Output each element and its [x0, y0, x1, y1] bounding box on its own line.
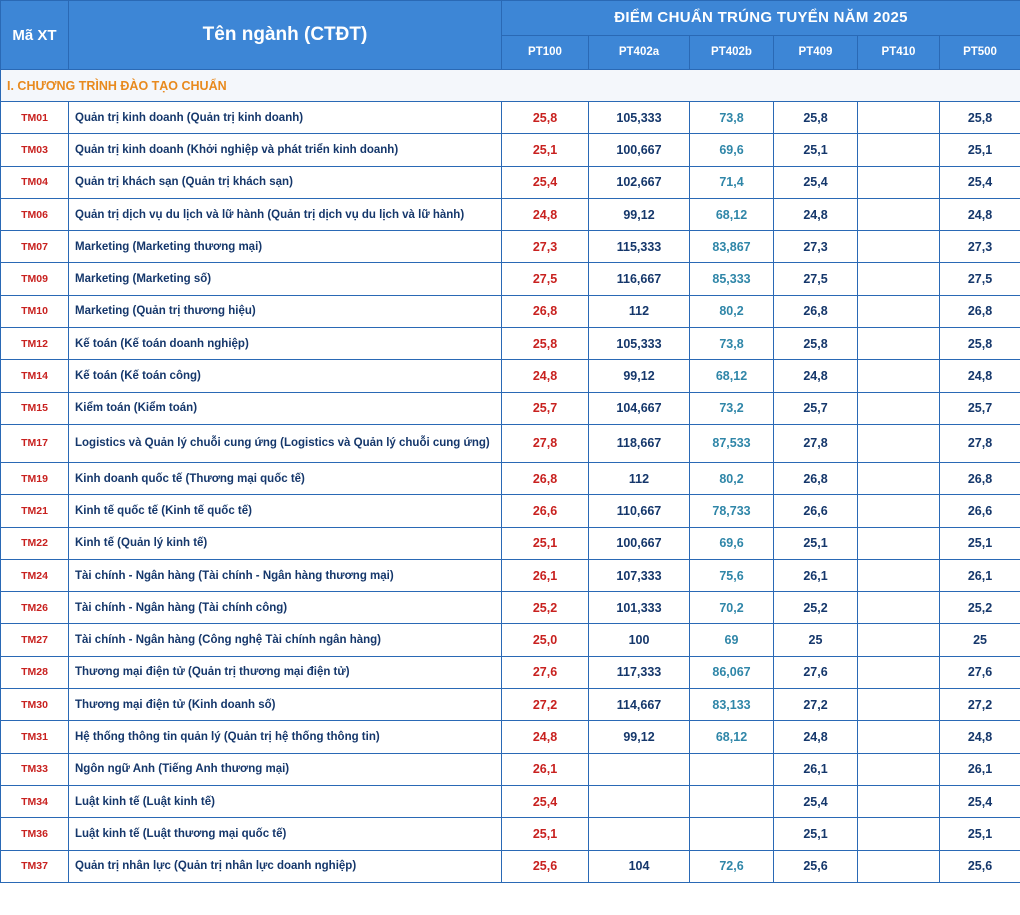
pt409-cell: 25,4 [774, 166, 858, 198]
pt500-cell: 25,6 [940, 850, 1020, 882]
pt100-cell: 25,6 [502, 850, 589, 882]
pt100-cell: 27,5 [502, 263, 589, 295]
pt402b-cell: 80,2 [690, 462, 774, 494]
header-pt100: PT100 [502, 35, 589, 70]
pt409-cell: 26,1 [774, 559, 858, 591]
pt100-cell: 25,0 [502, 624, 589, 656]
pt410-cell [858, 592, 940, 624]
pt410-cell [858, 624, 940, 656]
pt409-cell: 25,8 [774, 328, 858, 360]
pt410-cell [858, 753, 940, 785]
pt100-cell: 27,8 [502, 424, 589, 462]
table-row [1, 850, 1020, 882]
code-cell: TM15 [1, 392, 69, 424]
pt402b-cell: 85,333 [690, 263, 774, 295]
pt402a-cell: 112 [589, 295, 690, 327]
pt409-cell: 25 [774, 624, 858, 656]
pt410-cell [858, 721, 940, 753]
code-cell: TM04 [1, 166, 69, 198]
section-row [1, 70, 1020, 102]
program-name-cell: Kinh doanh quốc tế (Thương mại quốc tế) [69, 462, 502, 494]
pt402b-cell: 72,6 [690, 850, 774, 882]
pt409-cell: 25,6 [774, 850, 858, 882]
table-row [1, 527, 1020, 559]
table-header [1, 1, 1020, 70]
program-name-cell: Logistics và Quản lý chuỗi cung ứng (Logistics và Quản lý chuỗi cung ứng) [69, 424, 502, 462]
pt500-cell: 24,8 [940, 721, 1020, 753]
pt410-cell [858, 295, 940, 327]
table-row [1, 328, 1020, 360]
pt410-cell [858, 263, 940, 295]
pt402b-cell: 68,12 [690, 721, 774, 753]
table-row [1, 721, 1020, 753]
table-row [1, 134, 1020, 166]
program-name-cell: Kinh tế quốc tế (Kinh tế quốc tế) [69, 495, 502, 527]
table-row [1, 102, 1020, 134]
table-row [1, 495, 1020, 527]
pt402b-cell [690, 785, 774, 817]
pt409-cell: 27,8 [774, 424, 858, 462]
table-row [1, 166, 1020, 198]
code-cell: TM07 [1, 231, 69, 263]
pt500-cell: 26,6 [940, 495, 1020, 527]
pt402b-cell: 83,133 [690, 689, 774, 721]
pt100-cell: 25,8 [502, 328, 589, 360]
table-row [1, 656, 1020, 688]
pt100-cell: 25,8 [502, 102, 589, 134]
code-cell: TM12 [1, 328, 69, 360]
pt500-cell: 24,8 [940, 198, 1020, 230]
pt402a-cell: 104,667 [589, 392, 690, 424]
program-name-cell: Marketing (Marketing thương mại) [69, 231, 502, 263]
table-row [1, 753, 1020, 785]
pt100-cell: 26,1 [502, 559, 589, 591]
pt100-cell: 25,2 [502, 592, 589, 624]
pt402a-cell: 102,667 [589, 166, 690, 198]
code-cell: TM22 [1, 527, 69, 559]
pt100-cell: 26,8 [502, 295, 589, 327]
pt410-cell [858, 495, 940, 527]
program-name-cell: Quản trị kinh doanh (Quản trị kinh doanh) [69, 102, 502, 134]
table-row [1, 785, 1020, 817]
program-name-cell: Tài chính - Ngân hàng (Tài chính công) [69, 592, 502, 624]
pt500-cell: 25,7 [940, 392, 1020, 424]
pt410-cell [858, 785, 940, 817]
pt410-cell [858, 462, 940, 494]
pt402a-cell: 110,667 [589, 495, 690, 527]
code-cell: TM37 [1, 850, 69, 882]
pt402a-cell: 107,333 [589, 559, 690, 591]
pt500-cell: 25,1 [940, 527, 1020, 559]
pt409-cell: 27,2 [774, 689, 858, 721]
pt402b-cell: 69 [690, 624, 774, 656]
code-cell: TM36 [1, 818, 69, 850]
code-cell: TM19 [1, 462, 69, 494]
code-cell: TM26 [1, 592, 69, 624]
pt402a-cell [589, 753, 690, 785]
table-row [1, 689, 1020, 721]
table-row [1, 462, 1020, 494]
program-name-cell: Thương mại điện tử (Quản trị thương mại điện tử) [69, 656, 502, 688]
pt409-cell: 26,8 [774, 462, 858, 494]
pt100-cell: 25,4 [502, 166, 589, 198]
pt402b-cell: 69,6 [690, 527, 774, 559]
section-title: I. CHƯƠNG TRÌNH ĐÀO TẠO CHUẨN [1, 70, 1020, 102]
pt402a-cell: 114,667 [589, 689, 690, 721]
pt100-cell: 27,2 [502, 689, 589, 721]
table-row [1, 360, 1020, 392]
pt100-cell: 25,4 [502, 785, 589, 817]
pt500-cell: 25,8 [940, 102, 1020, 134]
pt100-cell: 25,1 [502, 134, 589, 166]
program-name-cell: Tài chính - Ngân hàng (Tài chính - Ngân hàng thương mại) [69, 559, 502, 591]
pt402b-cell: 68,12 [690, 198, 774, 230]
pt500-cell: 27,5 [940, 263, 1020, 295]
pt409-cell: 26,6 [774, 495, 858, 527]
pt100-cell: 24,8 [502, 198, 589, 230]
program-name-cell: Quản trị khách sạn (Quản trị khách sạn) [69, 166, 502, 198]
table-row [1, 592, 1020, 624]
pt410-cell [858, 360, 940, 392]
pt402a-cell [589, 785, 690, 817]
pt500-cell: 27,8 [940, 424, 1020, 462]
pt409-cell: 25,4 [774, 785, 858, 817]
code-cell: TM33 [1, 753, 69, 785]
pt500-cell: 26,1 [940, 559, 1020, 591]
pt100-cell: 25,1 [502, 527, 589, 559]
pt100-cell: 24,8 [502, 360, 589, 392]
table-row [1, 263, 1020, 295]
pt410-cell [858, 166, 940, 198]
pt402a-cell: 99,12 [589, 198, 690, 230]
table-row [1, 231, 1020, 263]
pt409-cell: 27,5 [774, 263, 858, 295]
code-cell: TM27 [1, 624, 69, 656]
table-row [1, 559, 1020, 591]
pt410-cell [858, 527, 940, 559]
pt402b-cell: 80,2 [690, 295, 774, 327]
pt402a-cell: 100 [589, 624, 690, 656]
pt402a-cell: 112 [589, 462, 690, 494]
pt402b-cell: 75,6 [690, 559, 774, 591]
pt100-cell: 26,8 [502, 462, 589, 494]
pt100-cell: 26,6 [502, 495, 589, 527]
program-name-cell: Kế toán (Kế toán công) [69, 360, 502, 392]
pt402b-cell: 86,067 [690, 656, 774, 688]
pt409-cell: 24,8 [774, 721, 858, 753]
code-cell: TM14 [1, 360, 69, 392]
pt100-cell: 26,1 [502, 753, 589, 785]
pt100-cell: 25,1 [502, 818, 589, 850]
table-row [1, 392, 1020, 424]
program-name-cell: Thương mại điện tử (Kinh doanh số) [69, 689, 502, 721]
pt402b-cell: 73,8 [690, 328, 774, 360]
program-name-cell: Luật kinh tế (Luật thương mại quốc tế) [69, 818, 502, 850]
code-cell: TM09 [1, 263, 69, 295]
pt409-cell: 25,8 [774, 102, 858, 134]
header-pt500: PT500 [940, 35, 1020, 70]
program-name-cell: Ngôn ngữ Anh (Tiếng Anh thương mại) [69, 753, 502, 785]
pt500-cell: 27,6 [940, 656, 1020, 688]
code-cell: TM06 [1, 198, 69, 230]
pt100-cell: 27,6 [502, 656, 589, 688]
pt500-cell: 25,4 [940, 166, 1020, 198]
pt500-cell: 25,2 [940, 592, 1020, 624]
program-name-cell: Marketing (Quản trị thương hiệu) [69, 295, 502, 327]
pt402b-cell [690, 818, 774, 850]
code-cell: TM24 [1, 559, 69, 591]
code-cell: TM28 [1, 656, 69, 688]
code-cell: TM21 [1, 495, 69, 527]
pt409-cell: 25,1 [774, 818, 858, 850]
header-pt409: PT409 [774, 35, 858, 70]
pt410-cell [858, 134, 940, 166]
program-name-cell: Luật kinh tế (Luật kinh tế) [69, 785, 502, 817]
program-name-cell: Hệ thống thông tin quản lý (Quản trị hệ thống thông tin) [69, 721, 502, 753]
pt409-cell: 26,8 [774, 295, 858, 327]
pt409-cell: 24,8 [774, 198, 858, 230]
pt409-cell: 25,7 [774, 392, 858, 424]
table-row [1, 818, 1020, 850]
pt410-cell [858, 198, 940, 230]
pt402b-cell: 71,4 [690, 166, 774, 198]
pt500-cell: 26,8 [940, 295, 1020, 327]
pt402b-cell: 78,733 [690, 495, 774, 527]
pt410-cell [858, 818, 940, 850]
code-cell: TM01 [1, 102, 69, 134]
table-row [1, 624, 1020, 656]
program-name-cell: Marketing (Marketing số) [69, 263, 502, 295]
code-cell: TM17 [1, 424, 69, 462]
code-cell: TM03 [1, 134, 69, 166]
pt402a-cell: 99,12 [589, 721, 690, 753]
pt402b-cell: 73,2 [690, 392, 774, 424]
pt402a-cell: 105,333 [589, 102, 690, 134]
pt410-cell [858, 424, 940, 462]
pt410-cell [858, 328, 940, 360]
pt500-cell: 26,1 [940, 753, 1020, 785]
pt500-cell: 27,3 [940, 231, 1020, 263]
pt500-cell: 25,4 [940, 785, 1020, 817]
pt402a-cell: 101,333 [589, 592, 690, 624]
pt402a-cell: 116,667 [589, 263, 690, 295]
table-row [1, 295, 1020, 327]
code-cell: TM31 [1, 721, 69, 753]
program-name-cell: Kinh tế (Quản lý kinh tế) [69, 527, 502, 559]
pt402a-cell: 100,667 [589, 134, 690, 166]
header-program-name: Tên ngành (CTĐT) [69, 1, 502, 70]
program-name-cell: Quản trị nhân lực (Quản trị nhân lực doanh nghiệp) [69, 850, 502, 882]
header-pt402a: PT402a [589, 35, 690, 70]
pt410-cell [858, 392, 940, 424]
table-row [1, 424, 1020, 462]
pt409-cell: 24,8 [774, 360, 858, 392]
pt410-cell [858, 559, 940, 591]
header-pt410: PT410 [858, 35, 940, 70]
pt409-cell: 27,3 [774, 231, 858, 263]
pt410-cell [858, 850, 940, 882]
program-name-cell: Quản trị dịch vụ du lịch và lữ hành (Quản trị dịch vụ du lịch và lữ hành) [69, 198, 502, 230]
table-row [1, 198, 1020, 230]
pt402a-cell [589, 818, 690, 850]
program-name-cell: Tài chính - Ngân hàng (Công nghệ Tài chính ngân hàng) [69, 624, 502, 656]
code-cell: TM10 [1, 295, 69, 327]
pt402a-cell: 104 [589, 850, 690, 882]
pt402b-cell: 73,8 [690, 102, 774, 134]
pt410-cell [858, 102, 940, 134]
pt409-cell: 25,2 [774, 592, 858, 624]
pt500-cell: 27,2 [940, 689, 1020, 721]
pt402b-cell: 83,867 [690, 231, 774, 263]
program-name-cell: Kiểm toán (Kiểm toán) [69, 392, 502, 424]
header-score-group: ĐIỂM CHUẨN TRÚNG TUYỂN NĂM 2025 [502, 1, 1020, 36]
pt402a-cell: 118,667 [589, 424, 690, 462]
header-code: Mã XT [1, 1, 69, 70]
program-name-cell: Kế toán (Kế toán doanh nghiệp) [69, 328, 502, 360]
pt402b-cell: 69,6 [690, 134, 774, 166]
pt100-cell: 27,3 [502, 231, 589, 263]
pt500-cell: 25 [940, 624, 1020, 656]
pt409-cell: 25,1 [774, 527, 858, 559]
pt100-cell: 25,7 [502, 392, 589, 424]
pt402b-cell: 87,533 [690, 424, 774, 462]
pt410-cell [858, 231, 940, 263]
pt500-cell: 25,1 [940, 818, 1020, 850]
code-cell: TM30 [1, 689, 69, 721]
pt402a-cell: 115,333 [589, 231, 690, 263]
header-pt402b: PT402b [690, 35, 774, 70]
pt410-cell [858, 656, 940, 688]
pt409-cell: 27,6 [774, 656, 858, 688]
pt402a-cell: 99,12 [589, 360, 690, 392]
pt500-cell: 25,8 [940, 328, 1020, 360]
pt402a-cell: 100,667 [589, 527, 690, 559]
pt409-cell: 25,1 [774, 134, 858, 166]
pt409-cell: 26,1 [774, 753, 858, 785]
pt500-cell: 25,1 [940, 134, 1020, 166]
pt100-cell: 24,8 [502, 721, 589, 753]
program-name-cell: Quản trị kinh doanh (Khởi nghiệp và phát triển kinh doanh) [69, 134, 502, 166]
pt410-cell [858, 689, 940, 721]
pt500-cell: 26,8 [940, 462, 1020, 494]
pt402a-cell: 117,333 [589, 656, 690, 688]
pt402a-cell: 105,333 [589, 328, 690, 360]
pt402b-cell: 68,12 [690, 360, 774, 392]
pt500-cell: 24,8 [940, 360, 1020, 392]
code-cell: TM34 [1, 785, 69, 817]
table-body [1, 70, 1020, 883]
pt402b-cell [690, 753, 774, 785]
pt402b-cell: 70,2 [690, 592, 774, 624]
